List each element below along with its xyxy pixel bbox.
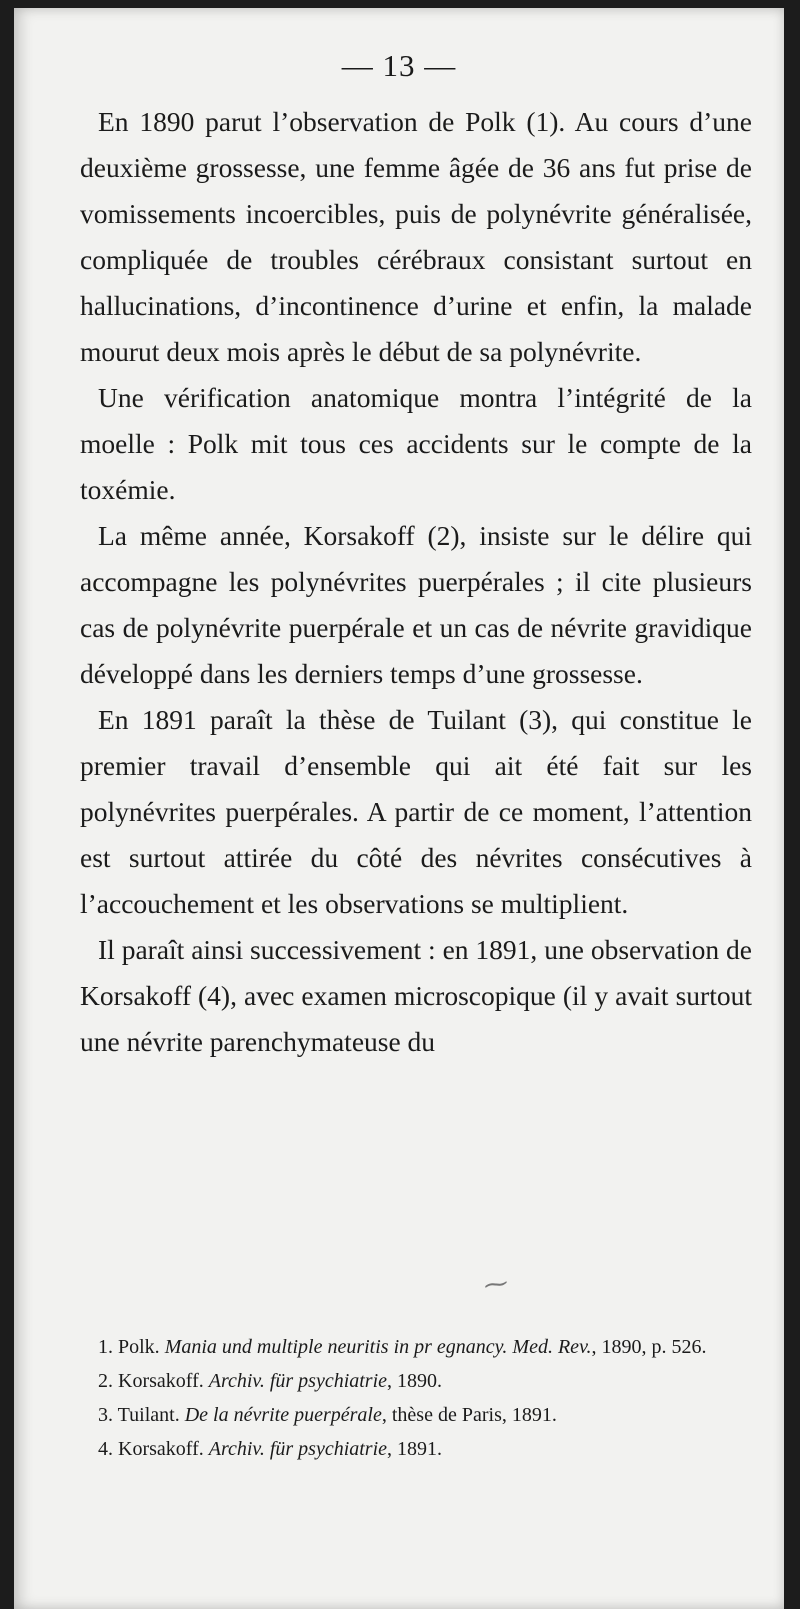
footnotes (80, 1330, 752, 1466)
paragraph: Une vérification anatomique montra l’intégrité de la moelle : Polk mit tous ces accidents sur le compte de la toxémie. (80, 382, 752, 505)
footnote (80, 1432, 752, 1466)
footnote-details: , 1890. (387, 1370, 443, 1392)
footnote (80, 1364, 752, 1398)
footnote-details: , 1891. (387, 1438, 443, 1460)
footnote-details: , 1890, p. 526. (591, 1336, 707, 1358)
paragraph: La même année, Korsakoff (2), insiste sur le délire qui accompagne les polynévrites puerpérales ; il cite plusieurs cas de polynévrite puerpérale et un cas de névrite gravidique développé dans les derniers temps d’une grossesse. (80, 520, 752, 689)
footnote-author: 1. Polk. (98, 1336, 160, 1358)
separator-ornament-icon: ⁓ (482, 1270, 510, 1300)
footnote-author: 4. Korsakoff. (98, 1438, 204, 1460)
footnote-author: 2. Korsakoff. (98, 1370, 204, 1392)
page-number: — 13 — (341, 48, 457, 83)
footnote (80, 1330, 752, 1364)
paragraph: Il paraît ainsi successivement : en 1891, une observation de Korsakoff (4), avec examen microscopique (il y avait surtout une névrite parenchymateuse du (80, 934, 752, 1057)
paragraph: En 1891 paraît la thèse de Tuilant (3), qui constitue le premier travail d’ensemble qui ait été fait sur les polynévrites puerpérales. A partir de ce moment, l’attention est surtout attirée du côté des névrites consécutives à l’accouchement et les observations se multiplient. (80, 704, 752, 919)
footnote-title: Archiv. für psychiatrie (208, 1438, 388, 1460)
footnote-title: Archiv. für psychiatrie (208, 1370, 388, 1392)
footnote-title: De la névrite puerpérale (184, 1404, 382, 1426)
footnote-details: , thèse de Paris, 1891. (381, 1404, 557, 1426)
book-page (14, 8, 784, 1609)
footnote-author: 3. Tuilant. (98, 1404, 180, 1426)
paragraph: En 1890 parut l’observation de Polk (1). Au cours d’une deuxième grossesse, une femme âgée de 36 ans fut prise de vomissements incoercibles, puis de polynévrite généralisée, compliquée de troubles cérébraux consistant surtout en hallucinations, d’incontinence d’urine et enfin, la malade mourut deux mois après le début de sa polynévrite. (80, 106, 752, 367)
footnote-title: Mania und multiple neuritis in pr egnancy. Med. Rev. (164, 1336, 592, 1358)
body-text (80, 99, 752, 1065)
footnote (80, 1398, 752, 1432)
